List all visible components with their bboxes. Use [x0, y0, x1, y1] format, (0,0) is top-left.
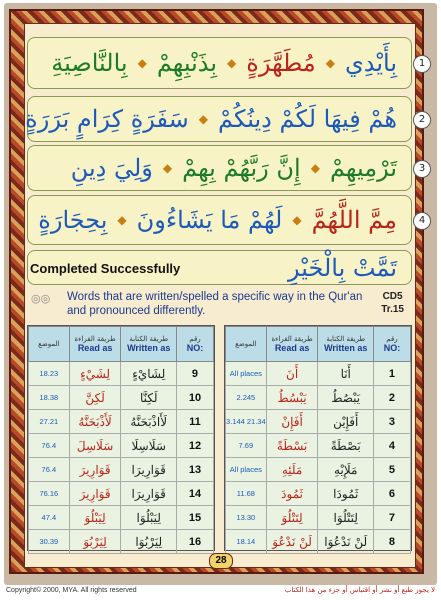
number-cell: 5 [373, 458, 410, 482]
read-as-cell: لَكِنَّ [69, 386, 121, 410]
written-as-cell: لِشَايْءٍ [121, 362, 177, 386]
separator-icon: ◆ [117, 213, 127, 227]
written-as-cell: أَفَإِيْن [318, 410, 374, 434]
arabic-word: مُطَهَّرَةٍ [246, 49, 316, 77]
place-cell: 7.69 [226, 434, 267, 458]
place-cell: All places [226, 362, 267, 386]
read-as-cell: لِيَرْبُوَ [69, 530, 121, 554]
read-as-cell: مَلَئِهِ [266, 458, 318, 482]
table-row [226, 482, 411, 506]
written-as-cell: لِيَرْبُوَا [121, 530, 177, 554]
written-as-cell: قَوَارِيرَا [121, 458, 177, 482]
number-cell: 10 [176, 386, 213, 410]
number-cell: 8 [373, 530, 410, 554]
completed-label: Completed Successfully [30, 261, 181, 276]
table-row [29, 506, 214, 530]
lesson-row [27, 145, 412, 191]
table-row [29, 434, 214, 458]
table-row [29, 458, 214, 482]
separator-icon: ◆ [292, 213, 302, 227]
written-as-cell: قَوَارِيرَا [121, 482, 177, 506]
number-cell: 12 [176, 434, 213, 458]
place-cell: 11.68 [226, 482, 267, 506]
table-row [226, 530, 411, 554]
arabic-word: إِنَّ رَبَّهُمْ بِهِمْ [182, 154, 301, 182]
row-number-badge: 4 [413, 212, 431, 230]
number-cell: 7 [373, 506, 410, 530]
written-as-cell: أَنَا [318, 362, 374, 386]
table-row [29, 362, 214, 386]
place-cell: 76.4 [29, 458, 70, 482]
completed-arabic: تَمَّتْ بِالْخَيْرِ [287, 253, 397, 282]
header-no: رقم NO: [373, 327, 410, 362]
written-as-cell: لِتَتْلُوَا [318, 506, 374, 530]
number-cell: 13 [176, 458, 213, 482]
read-as-cell: أَنَ [266, 362, 318, 386]
read-as-cell: بَسْطَةً [266, 434, 318, 458]
arabic-word: تَرْمِيهِمْ [329, 154, 397, 182]
written-as-cell: لَكِنَّا [121, 386, 177, 410]
lesson-row [27, 96, 412, 142]
table-row [226, 386, 411, 410]
row-number-badge: 1 [413, 55, 431, 73]
header-no: رقم NO: [176, 327, 213, 362]
arabic-word: بِأَيْدِي [344, 49, 397, 77]
arabic-word: مِمَّ اللَّهُمَّ [311, 206, 397, 234]
written-as-cell: ثَمُودَا [318, 482, 374, 506]
separator-icon: ◆ [137, 56, 147, 70]
table-row [226, 458, 411, 482]
table-row [29, 482, 214, 506]
place-cell: 18.14 [226, 530, 267, 554]
table-row [29, 386, 214, 410]
read-as-cell: ثَمُودَ [266, 482, 318, 506]
place-cell: 30.39 [29, 530, 70, 554]
arabic-word: سَفَرَةٍ كِرَامٍ بَرَرَةٍ [25, 105, 189, 133]
place-cell: 47.4 [29, 506, 70, 530]
right-words-table [224, 325, 412, 551]
note-text: Words that are written/spelled a specific way in the Qur'an and pronounced differently. [67, 291, 363, 317]
number-cell: 1 [373, 362, 410, 386]
place-cell: 13.30 [226, 506, 267, 530]
table-row [29, 530, 214, 554]
number-cell: 9 [176, 362, 213, 386]
arabic-word: وَلِيَ دِينِ [70, 154, 153, 182]
header-read: طريقة القراءة Read as [69, 327, 121, 362]
read-as-cell: لَنْ نَدْعُوَ [266, 530, 318, 554]
header-read: طريقة القراءة Read as [266, 327, 318, 362]
written-as-cell: لَأَاذْبَحَنَّهُ [121, 410, 177, 434]
page-number: 28 [209, 553, 233, 569]
place-cell: 2.245 [226, 386, 267, 410]
separator-icon: ◆ [227, 56, 237, 70]
place-cell: 76.4 [29, 434, 70, 458]
copyright-notice: Copyright© 2000, MYA. All rights reserved [6, 587, 137, 594]
written-as-cell: يَبْصُطُ [318, 386, 374, 410]
number-cell: 6 [373, 482, 410, 506]
arabic-word: بِالنَّاصِيَةِ [51, 49, 128, 77]
table-row [226, 410, 411, 434]
table-row [29, 410, 214, 434]
arabic-word: هُمْ فِيهَا لَكُمْ دِينُكُمْ [218, 105, 397, 133]
read-as-cell: يَبْسُطُ [266, 386, 318, 410]
lesson-row [27, 37, 412, 89]
number-cell: 3 [373, 410, 410, 434]
arabic-word: لَهُمْ مَا يَشَاءُونَ [136, 206, 283, 234]
read-as-cell: أَفَإِنْ [266, 410, 318, 434]
written-as-cell: مَلَإِيْهِ [318, 458, 374, 482]
number-cell: 4 [373, 434, 410, 458]
note-section [27, 290, 412, 322]
written-as-cell: بَصْطَةً [318, 434, 374, 458]
header-place: الموضع [29, 327, 70, 362]
number-cell: 15 [176, 506, 213, 530]
place-cell: All places [226, 458, 267, 482]
written-as-cell: سَلَاسِلَا [121, 434, 177, 458]
written-as-cell: لِيَبْلُوَا [121, 506, 177, 530]
separator-icon: ◆ [325, 56, 335, 70]
table-row [226, 434, 411, 458]
number-cell: 11 [176, 410, 213, 434]
arabic-word: بِذَنْبِهِمْ [156, 49, 218, 77]
read-as-cell: لِشَيْءٍ [69, 362, 121, 386]
number-cell: 14 [176, 482, 213, 506]
header-place: الموضع [226, 327, 267, 362]
table-row [226, 506, 411, 530]
row-number-badge: 2 [413, 111, 431, 129]
read-as-cell: سَلَاسِلَ [69, 434, 121, 458]
place-cell: 18.38 [29, 386, 70, 410]
arabic-word: بِحِجَارَةٍ [38, 206, 108, 234]
header-written: طريقة الكتابة Written as [318, 327, 374, 362]
read-as-cell: قَوَارِيرَ [69, 458, 121, 482]
eyes-icon: ◎◎ [31, 292, 51, 305]
left-words-table [27, 325, 215, 551]
header-written: طريقة الكتابة Written as [121, 327, 177, 362]
read-as-cell: لِتَتْلُوَ [266, 506, 318, 530]
row-number-badge: 3 [413, 160, 431, 178]
table-row [226, 362, 411, 386]
cd-label: CD5 [382, 291, 403, 302]
track-label: Tr.15 [381, 304, 404, 315]
written-as-cell: لَنْ نَدْعُوَا [318, 530, 374, 554]
read-as-cell: لِيَبْلُوَ [69, 506, 121, 530]
read-as-cell: قَوَارِيرَ [69, 482, 121, 506]
separator-icon: ◆ [310, 161, 320, 175]
separator-icon: ◆ [162, 161, 173, 175]
place-cell: 27.21 [29, 410, 70, 434]
place-cell: 18.23 [29, 362, 70, 386]
place-cell: 76.16 [29, 482, 70, 506]
number-cell: 16 [176, 530, 213, 554]
rights-notice-arabic: لا يجوز طبع أو نشر أو اقتباس أو جزء من هذا الكتاب [284, 586, 435, 594]
separator-icon: ◆ [198, 112, 209, 126]
place-cell: 3.144 21.34 [226, 410, 267, 434]
lesson-row [27, 195, 412, 245]
number-cell: 2 [373, 386, 410, 410]
read-as-cell: لَأَذْبَحَنَّهُ [69, 410, 121, 434]
cd-track-label [381, 290, 404, 316]
